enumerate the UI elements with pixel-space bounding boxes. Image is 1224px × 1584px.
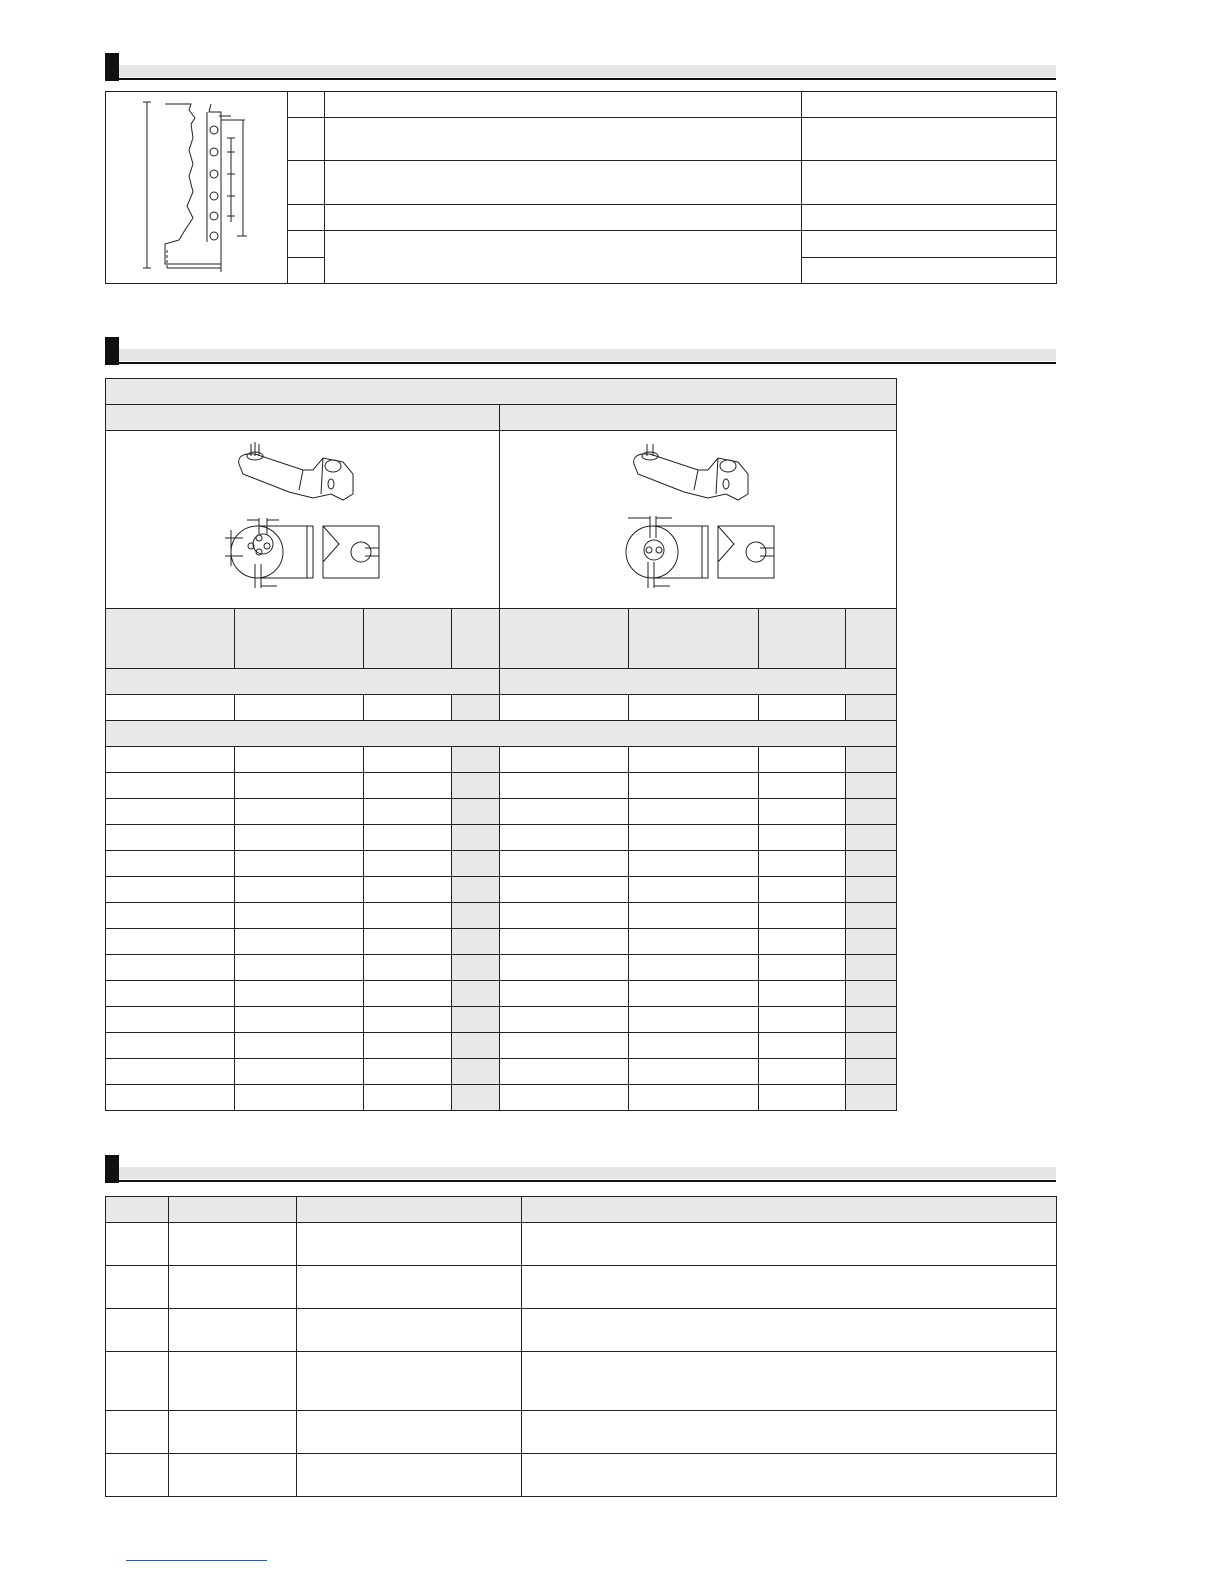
cell (759, 955, 846, 981)
cell (629, 955, 759, 981)
cell (106, 877, 235, 903)
two-pin-connector-bracket-diagram-icon (598, 434, 798, 602)
group2-rows (106, 747, 897, 1111)
table-row (106, 877, 897, 903)
cell (451, 1059, 500, 1085)
cell (106, 1085, 235, 1111)
cell (106, 903, 235, 929)
left-heading (106, 405, 500, 431)
column-header (522, 1197, 1057, 1223)
cell (759, 825, 846, 851)
table-row (106, 1352, 1057, 1411)
cell (846, 799, 897, 825)
table-row (106, 1309, 1057, 1352)
table-row (106, 1007, 897, 1033)
cell (169, 1454, 297, 1497)
cell (846, 695, 897, 721)
cell (522, 1454, 1057, 1497)
cell (846, 1085, 897, 1111)
section-rule (119, 1180, 1056, 1182)
column-header (759, 609, 846, 669)
footer-link[interactable] (126, 1546, 267, 1561)
cell (106, 981, 235, 1007)
cell (629, 877, 759, 903)
package-pin-strip-diagram-icon (107, 92, 287, 280)
group-label (106, 721, 897, 747)
cell (106, 1266, 169, 1309)
cell (234, 695, 363, 721)
cell (297, 1309, 522, 1352)
row-value (801, 205, 1056, 231)
four-pin-connector-bracket-diagram-icon (203, 434, 403, 602)
cell (846, 955, 897, 981)
cell (363, 1033, 451, 1059)
row-description (325, 205, 802, 231)
section-rule (119, 362, 1056, 364)
section-marker (105, 1155, 119, 1183)
row-value (801, 258, 1056, 284)
cell (363, 747, 451, 773)
cell (234, 903, 363, 929)
cell (106, 1033, 235, 1059)
cell (363, 929, 451, 955)
section-band (119, 349, 1056, 361)
cell (500, 1059, 629, 1085)
group-label (106, 669, 500, 695)
section-header-3 (105, 1155, 1056, 1183)
cell (106, 1309, 169, 1352)
row-description (325, 231, 802, 284)
cell (629, 929, 759, 955)
table-title (106, 379, 897, 405)
cell (234, 1085, 363, 1111)
cell (846, 825, 897, 851)
notes-rows (106, 1223, 1057, 1497)
cell (759, 747, 846, 773)
row-number (288, 92, 325, 118)
row-description (325, 118, 802, 161)
cell (451, 1085, 500, 1111)
cell (522, 1309, 1057, 1352)
cell (234, 799, 363, 825)
cell (629, 1085, 759, 1111)
cell (451, 825, 500, 851)
cell (234, 955, 363, 981)
section-marker (105, 53, 119, 81)
table-row (106, 981, 897, 1007)
cell (451, 877, 500, 903)
section-band (119, 65, 1056, 77)
cell (500, 903, 629, 929)
cell (234, 929, 363, 955)
cell (106, 1352, 169, 1411)
cell (759, 1007, 846, 1033)
column-header (106, 609, 235, 669)
cell (106, 1007, 235, 1033)
cell (500, 1033, 629, 1059)
cell (451, 851, 500, 877)
row-value (801, 161, 1056, 205)
table-row (106, 773, 897, 799)
cell (451, 981, 500, 1007)
cell (629, 1059, 759, 1085)
cell (522, 1266, 1057, 1309)
row-number (288, 258, 325, 284)
left-figure-cell (106, 431, 500, 609)
cell (846, 981, 897, 1007)
cell (363, 851, 451, 877)
row-number (288, 205, 325, 231)
section-rule (119, 78, 1056, 80)
cell (297, 1411, 522, 1454)
notes-table (105, 1196, 1057, 1497)
cell (106, 1411, 169, 1454)
row-number (288, 118, 325, 161)
cell (234, 747, 363, 773)
group-label (500, 669, 897, 695)
cell (106, 955, 235, 981)
cell (234, 981, 363, 1007)
cell (500, 955, 629, 981)
cell (759, 851, 846, 877)
column-header (363, 609, 451, 669)
cell (451, 903, 500, 929)
cell (629, 1007, 759, 1033)
cell (500, 773, 629, 799)
cell (234, 1033, 363, 1059)
cell (451, 747, 500, 773)
cell (846, 929, 897, 955)
cell (629, 773, 759, 799)
table-row (106, 695, 897, 721)
table-row (106, 851, 897, 877)
cell (451, 929, 500, 955)
cell (759, 799, 846, 825)
table-row (106, 1411, 1057, 1454)
cell (297, 1223, 522, 1266)
section-header-1 (105, 53, 1056, 81)
cell (846, 747, 897, 773)
table-row (106, 1033, 897, 1059)
cell (451, 1007, 500, 1033)
cell (169, 1411, 297, 1454)
cell (363, 955, 451, 981)
cell (106, 799, 235, 825)
cell (297, 1266, 522, 1309)
table-row (106, 955, 897, 981)
column-header (106, 1197, 169, 1223)
cell (363, 1085, 451, 1111)
cell (234, 1059, 363, 1085)
row-value (801, 231, 1056, 258)
cell (759, 773, 846, 799)
cell (500, 851, 629, 877)
row-number (288, 231, 325, 258)
cell (846, 773, 897, 799)
cell (297, 1454, 522, 1497)
table-row (106, 1085, 897, 1111)
cell (759, 1033, 846, 1059)
cell (451, 1033, 500, 1059)
cell (363, 877, 451, 903)
cell (759, 981, 846, 1007)
cell (846, 1033, 897, 1059)
cell (759, 877, 846, 903)
cell (846, 877, 897, 903)
cell (234, 773, 363, 799)
cell (363, 825, 451, 851)
cell (169, 1266, 297, 1309)
section-marker (105, 337, 119, 365)
cell (451, 773, 500, 799)
column-header (234, 609, 363, 669)
cell (759, 695, 846, 721)
cell (629, 981, 759, 1007)
cell (846, 903, 897, 929)
right-figure-cell (500, 431, 897, 609)
row-value (801, 92, 1056, 118)
cell (846, 1059, 897, 1085)
cell (169, 1223, 297, 1266)
cell (629, 851, 759, 877)
cell (629, 825, 759, 851)
cell (500, 695, 629, 721)
package-figure-cell (106, 92, 288, 284)
cell (629, 799, 759, 825)
cell (169, 1352, 297, 1411)
cell (500, 1007, 629, 1033)
cell (451, 955, 500, 981)
cell (522, 1223, 1057, 1266)
cell (500, 929, 629, 955)
table-row (106, 1223, 1057, 1266)
cell (500, 825, 629, 851)
table-row (106, 1454, 1057, 1497)
cell (522, 1411, 1057, 1454)
cell (234, 851, 363, 877)
column-header (500, 609, 629, 669)
cell (500, 747, 629, 773)
row-description (325, 161, 802, 205)
cell (629, 695, 759, 721)
cell (629, 1033, 759, 1059)
cell (363, 903, 451, 929)
cell (297, 1352, 522, 1411)
cell (363, 695, 451, 721)
cell (500, 1085, 629, 1111)
cell (451, 799, 500, 825)
cell (106, 1454, 169, 1497)
column-header (846, 609, 897, 669)
cell (500, 799, 629, 825)
table-row (106, 903, 897, 929)
cell (234, 877, 363, 903)
cell (363, 773, 451, 799)
spec-table (105, 91, 1057, 284)
cell (106, 1059, 235, 1085)
row-number (288, 161, 325, 205)
cell (234, 1007, 363, 1033)
cell (500, 981, 629, 1007)
cell (106, 851, 235, 877)
cell (106, 747, 235, 773)
table-row (106, 747, 897, 773)
cell (106, 1223, 169, 1266)
cell (106, 929, 235, 955)
row-description (325, 92, 802, 118)
cell (629, 903, 759, 929)
cell (846, 851, 897, 877)
cell (759, 1059, 846, 1085)
cell (363, 799, 451, 825)
cell (106, 695, 235, 721)
cell (451, 695, 500, 721)
table-row (106, 799, 897, 825)
table-row (106, 929, 897, 955)
cell (106, 773, 235, 799)
section-header-2 (105, 337, 1056, 365)
cell (629, 747, 759, 773)
cell (363, 1059, 451, 1085)
cell (169, 1309, 297, 1352)
connector-table (105, 378, 897, 1111)
table-row (106, 825, 897, 851)
cell (363, 981, 451, 1007)
cell (500, 877, 629, 903)
table-row (106, 1266, 1057, 1309)
cell (846, 1007, 897, 1033)
cell (759, 929, 846, 955)
cell (234, 825, 363, 851)
table-row (106, 1059, 897, 1085)
section-band (119, 1167, 1056, 1179)
right-heading (500, 405, 897, 431)
column-header (629, 609, 759, 669)
column-header (297, 1197, 522, 1223)
cell (363, 1007, 451, 1033)
column-header (169, 1197, 297, 1223)
cell (522, 1352, 1057, 1411)
cell (759, 903, 846, 929)
cell (759, 1085, 846, 1111)
row-value (801, 118, 1056, 161)
cell (106, 825, 235, 851)
column-header (451, 609, 500, 669)
